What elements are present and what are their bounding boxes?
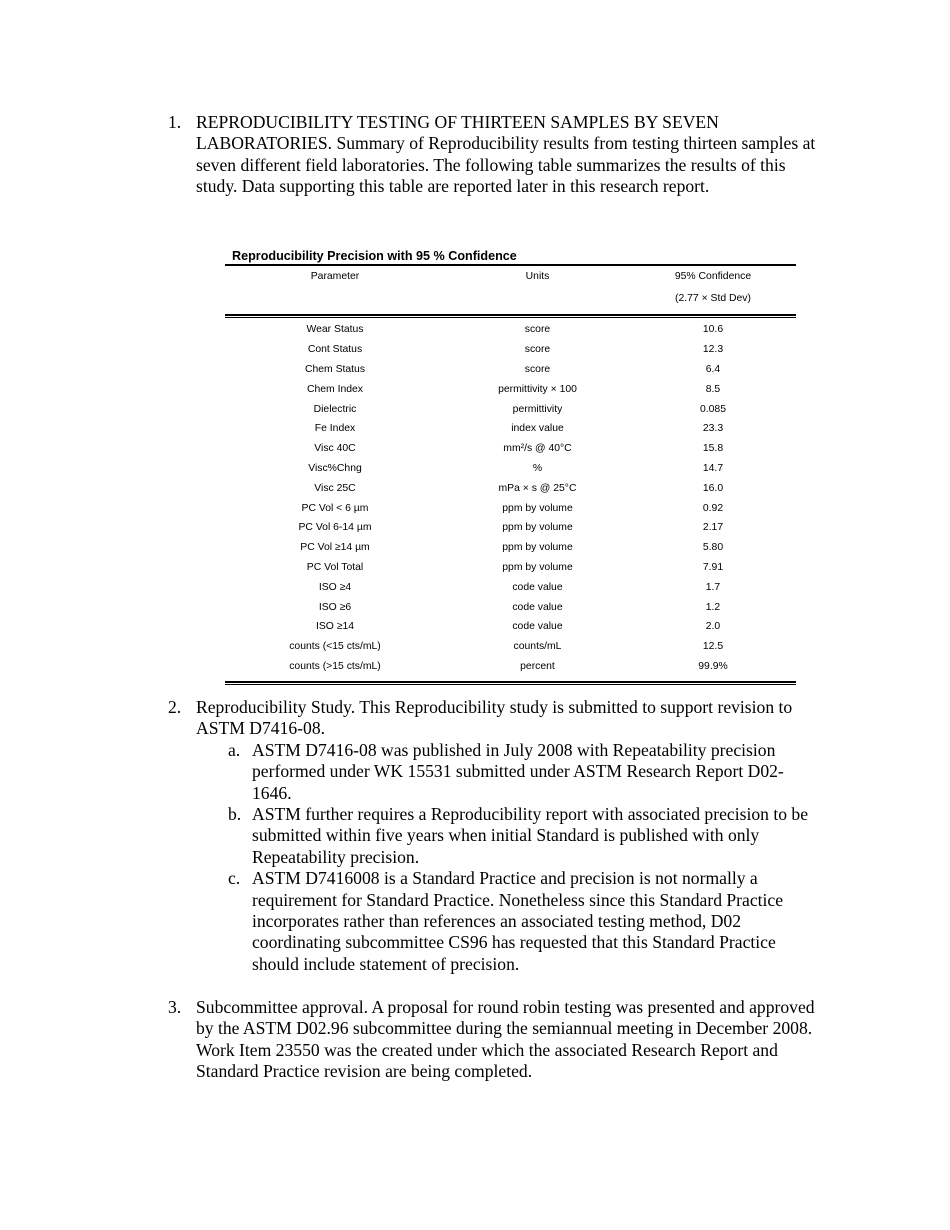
confidence-cell: 15.8	[702, 443, 724, 455]
parameter-cell: Chem Status	[304, 363, 366, 375]
confidence-cell: 2.17	[702, 522, 724, 534]
confidence-cell: 8.5	[705, 383, 721, 395]
confidence-cell: 12.5	[702, 641, 724, 653]
table-bottom-rule	[225, 681, 796, 685]
units-cell: code value	[512, 581, 563, 593]
parameter-cell: Visc%Chng	[308, 462, 362, 474]
parameter-cell: Chem Index	[306, 383, 364, 395]
table-row	[225, 439, 796, 459]
table-row	[225, 360, 796, 380]
table-row	[225, 518, 796, 538]
units-cell: mm²/s @ 40°C	[503, 443, 572, 455]
section-number: 1.	[168, 112, 182, 132]
table-divider	[225, 314, 796, 318]
subitem-text: ASTM D7416-08 was published in July 2008 with Repeatability precision performed under WK 15531 submitted under ASTM Research Report D02-1646.	[252, 739, 784, 803]
section-2	[168, 697, 818, 975]
table-row	[225, 597, 796, 617]
table-row	[225, 558, 796, 578]
units-cell: index value	[511, 423, 564, 435]
header-confidence-sub: (2.77 × Std Dev)	[675, 292, 751, 304]
parameter-cell: Fe Index	[314, 423, 356, 435]
confidence-cell: 2.0	[705, 621, 721, 633]
table-row	[225, 459, 796, 479]
confidence-cell: 5.80	[702, 542, 724, 554]
table-row	[225, 637, 796, 657]
confidence-cell: 0.92	[702, 502, 724, 514]
parameter-cell: PC Vol < 6 µm	[301, 502, 369, 514]
units-cell: code value	[512, 621, 563, 633]
parameter-cell: Visc 40C	[314, 443, 356, 455]
section-text: Subcommittee approval. A proposal for round robin testing was presented and approved by the ASTM D02.96 subcommittee during the semiannual meeting in December 2008. Work Item 23550 was the created under which the associated Research Report and Standard Practice revision are being completed.	[196, 997, 815, 1082]
table-row	[225, 657, 796, 677]
table-row	[225, 419, 796, 439]
units-cell: permittivity	[512, 403, 563, 415]
parameter-cell: PC Vol ≥14 µm	[300, 542, 370, 554]
parameter-cell: Dielectric	[313, 403, 357, 415]
table-row	[225, 379, 796, 399]
section-text: REPRODUCIBILITY TESTING OF THIRTEEN SAMPLES BY SEVEN LABORATORIES. Summary of Reproducibility results from testing thirteen samples at seven different field laboratories. The following table summarizes the results of this study. Data supporting this table are reported later in this research report.	[196, 112, 816, 197]
parameter-cell: Visc 25C	[314, 482, 356, 494]
units-cell: score	[524, 344, 551, 356]
confidence-cell: 10.6	[702, 324, 724, 336]
parameter-cell: counts (<15 cts/mL)	[289, 641, 381, 653]
table-row	[225, 340, 796, 360]
table-body	[225, 320, 796, 676]
section-text: Reproducibility Study. This Reproducibility study is submitted to support revision to ASTM D7416-08.	[196, 697, 793, 739]
confidence-cell: 23.3	[702, 423, 724, 435]
parameter-cell: ISO ≥6	[318, 601, 352, 613]
units-cell: ppm by volume	[502, 522, 573, 534]
confidence-cell: 99.9%	[698, 660, 728, 672]
units-cell: %	[532, 462, 543, 474]
table-row	[225, 320, 796, 340]
units-cell: ppm by volume	[502, 502, 573, 514]
header-units: Units	[525, 270, 550, 282]
section-3	[168, 997, 818, 1083]
table-row	[225, 478, 796, 498]
subitem-b	[228, 804, 818, 868]
header-parameter: Parameter	[310, 270, 360, 282]
table-header-row	[225, 266, 796, 286]
parameter-cell: PC Vol Total	[306, 561, 364, 573]
units-cell: ppm by volume	[502, 561, 573, 573]
confidence-cell: 7.91	[702, 561, 724, 573]
units-cell: code value	[512, 601, 563, 613]
parameter-cell: Wear Status	[306, 324, 364, 336]
section-number: 3.	[168, 997, 182, 1017]
parameter-cell: counts (>15 cts/mL)	[289, 660, 381, 672]
parameter-cell: Cont Status	[307, 344, 363, 356]
units-cell: score	[524, 363, 551, 375]
units-cell: permittivity × 100	[498, 383, 577, 395]
parameter-cell: ISO ≥14	[315, 621, 355, 633]
parameter-cell: ISO ≥4	[318, 581, 352, 593]
units-cell: score	[524, 324, 551, 336]
table-header-subrow	[225, 286, 796, 310]
units-cell: percent	[520, 660, 555, 672]
confidence-cell: 1.2	[705, 601, 721, 613]
table-row	[225, 498, 796, 518]
table-row	[225, 617, 796, 637]
units-cell: counts/mL	[513, 641, 562, 653]
subitem-letter: c.	[228, 868, 241, 889]
subitem-text: ASTM D7416008 is a Standard Practice and precision is not normally a requirement for Standard Practice. Nonetheless since this Standard Practice incorporates rather than references an associated testing method, D02 coordinating subcommittee CS96 has requested that this Standard Practice should include statement of precision.	[252, 868, 784, 974]
section-1	[168, 112, 818, 198]
confidence-cell: 12.3	[702, 344, 724, 356]
table-row	[225, 538, 796, 558]
subitem-a	[228, 740, 818, 804]
parameter-cell: PC Vol 6-14 µm	[298, 522, 372, 534]
table-title: Reproducibility Precision with 95 % Confidence	[225, 249, 796, 266]
units-cell: mPa × s @ 25°C	[498, 482, 577, 494]
confidence-cell: 14.7	[702, 462, 724, 474]
subitem-letter: a.	[228, 739, 241, 760]
confidence-cell: 1.7	[705, 581, 721, 593]
table-row	[225, 577, 796, 597]
confidence-cell: 0.085	[699, 403, 726, 415]
header-confidence: 95% Confidence	[674, 270, 752, 282]
table-row	[225, 399, 796, 419]
subitem-text: ASTM further requires a Reproducibility report with associated precision to be submitted within five years when initial Standard is published with only Repeatability precision.	[252, 804, 809, 867]
confidence-cell: 16.0	[702, 482, 724, 494]
units-cell: ppm by volume	[502, 542, 573, 554]
subitem-c	[228, 868, 818, 975]
confidence-cell: 6.4	[705, 363, 721, 375]
section-number: 2.	[168, 697, 182, 717]
reproducibility-table	[225, 249, 796, 687]
subitem-letter: b.	[228, 804, 242, 825]
